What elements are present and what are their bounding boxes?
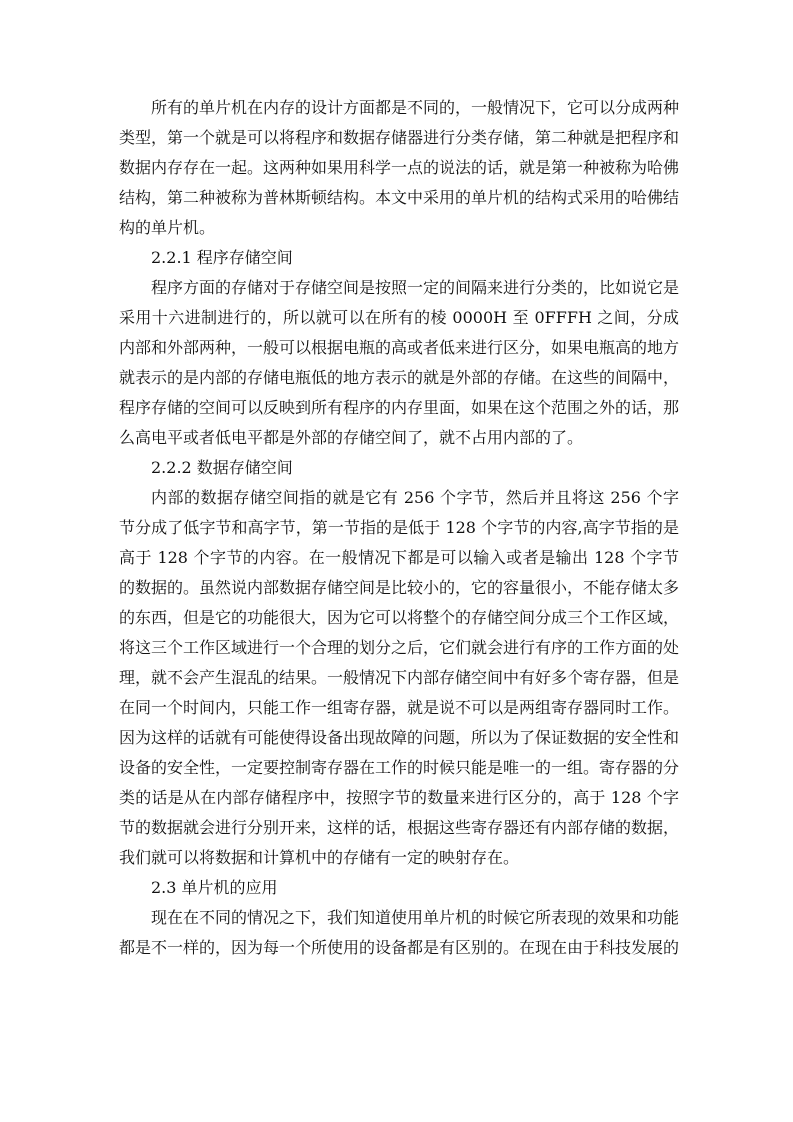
paragraph-applications: 现在在不同的情况之下，我们知道使用单片机的时候它所表现的效果和功能都是不一样的，因为每一个所使用的设备都是有区别的。在现在由于科技发展的 [119,908,680,957]
paragraph-data-storage: 内部的数据存储空间指的就是它有 256 个字节，然后并且将这 256 个字节分成了低字节和高字节，第一节指的是低于 128 个字节的内容,高字节指的是高于 128 个字节的内容。在一般情况下都是可以输入或者是输出 128 个字节的数据的。虽然说内部数据存储空间是比较小的，它的容量很小，不能存储太多的东西，但是它的功能很大，因为它可以将整个的存储空间分成三个工作区域，将这三个工作区域进行一个合理的划分之后，它们就会进行有序的工作方面的处理，就不会产生混乱的结果。一般情况下内部存储空间中有好多个寄存器，但是在同一个时间内，只能工作一组寄存器，就是说不可以是两组寄存器同时工作。因为这样的话就有可能使得设备出现故障的问题，所以为了保证数据的安全性和设备的安全性，一定要控制寄存器在工作的时候只能是唯一的一组。寄存器的分类的话是从在内部存储程序中，按照字节的数量来进行区分的，高于 128 个字节的数据就会进行分别开来，这样的话，根据这些寄存器还有内部存储的数据，我们就可以将数据和计算机中的存储有一定的映射存在。 [119,488,680,867]
section-heading-data-storage: 2.2.2 数据存储空间 [151,458,293,477]
section-heading-applications: 2.3 单片机的应用 [151,878,278,897]
document-body [119,93,679,963]
section-heading-program-storage: 2.2.1 程序存储空间 [151,248,293,267]
paragraph-memory-design: 所有的单片机在内存的设计方面都是不同的，一般情况下，它可以分成两种类型，第一个就是可以将程序和数据存储器进行分类存储，第二种就是把程序和数据内存存在一起。这两种如果用科学一点的说法的话，就是第一种被称为哈佛结构，第二种被称为普林斯顿结构。本文中采用的单片机的结构式采用的哈佛结构的单片机。 [119,98,680,237]
paragraph-program-storage: 程序方面的存储对于存储空间是按照一定的间隔来进行分类的，比如说它是采用十六进制进行的，所以就可以在所有的棱 0000H 至 0FFFH 之间，分成内部和外部两种，一般可以根据电瓶的高或者低来进行区分，如果电瓶高的地方就表示的是内部的存储电瓶低的地方表示的就是外部的存储。在这些的间隔中，程序存储的空间可以反映到所有程序的内存里面，如果在这个范围之外的话，那么高电平或者低电平都是外部的存储空间了，就不占用内部的了。 [119,278,680,447]
